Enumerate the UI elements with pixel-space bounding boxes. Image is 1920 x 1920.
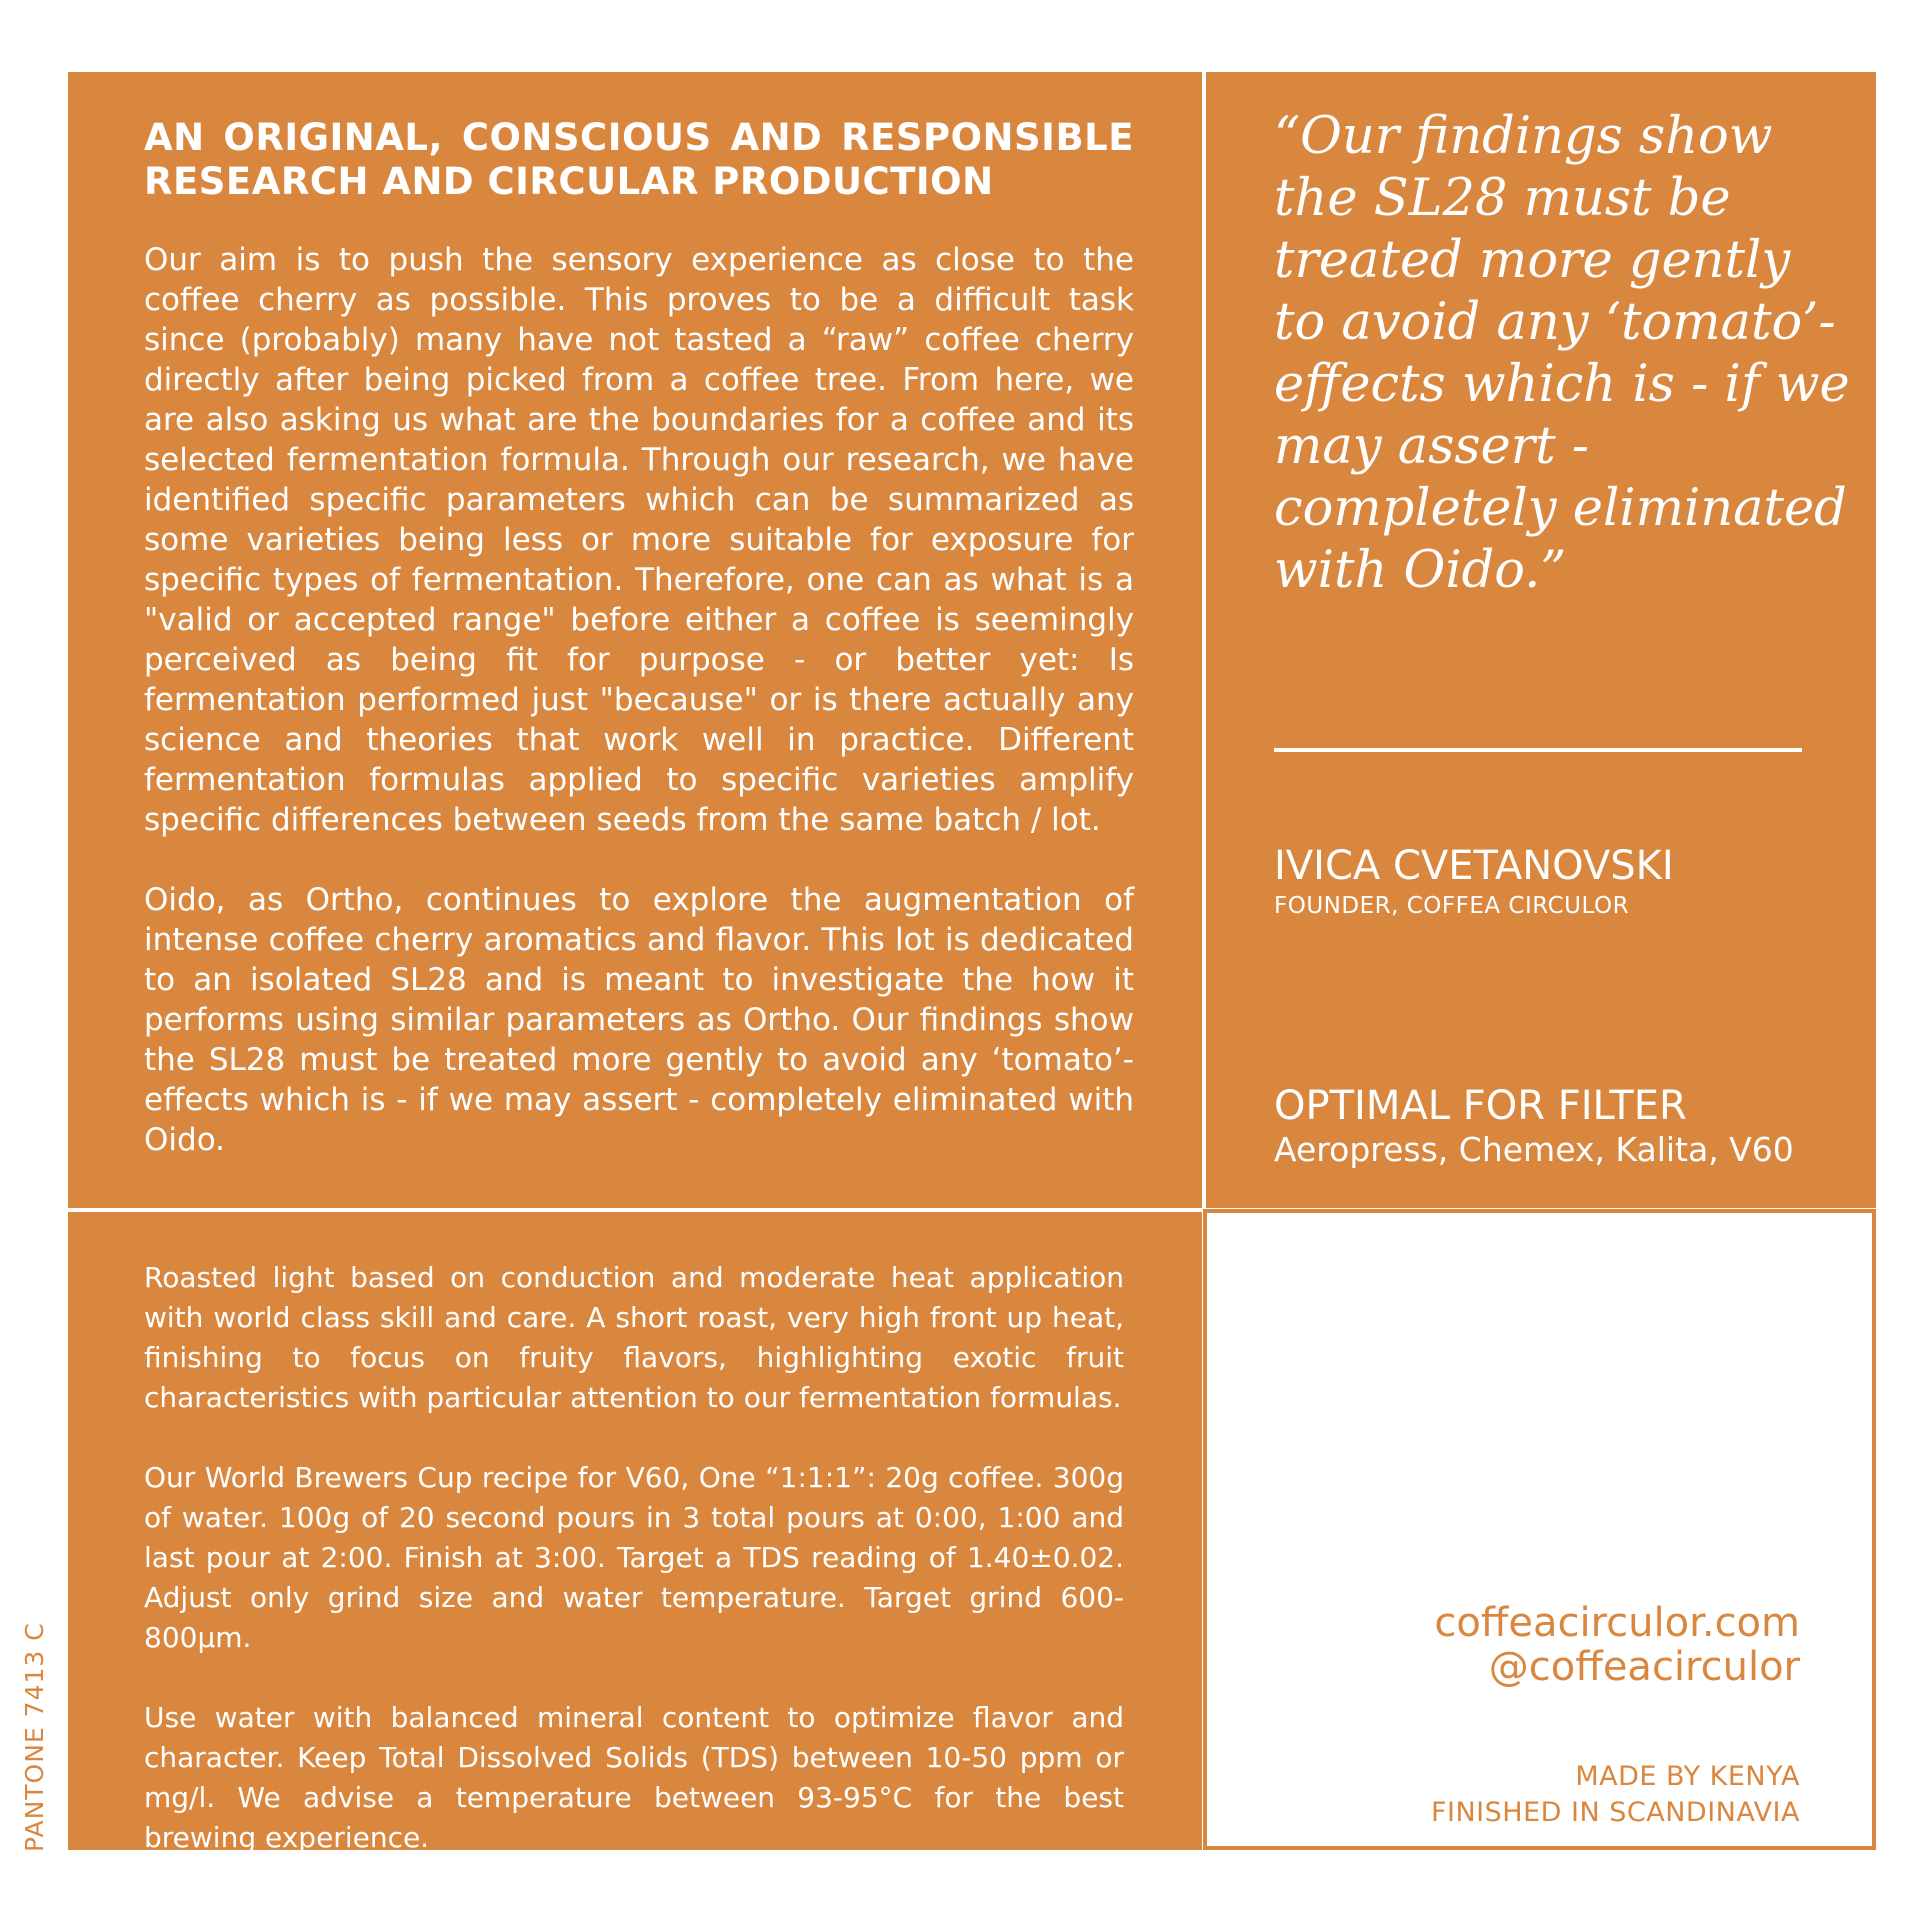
story-heading: AN ORIGINAL, CONSCIOUS AND RESPONSIBLE RESEARCH AND CIRCULAR PRODUCTION xyxy=(144,116,1134,203)
contact-panel xyxy=(1203,1209,1876,1850)
website-link[interactable]: coffeacirculor.com xyxy=(1434,1600,1800,1646)
quote-panel xyxy=(1206,72,1876,1208)
story-panel xyxy=(68,72,1202,1208)
optimal-for-title: OPTIMAL FOR FILTER xyxy=(1274,1083,1687,1129)
story-content xyxy=(144,116,1134,1200)
recipe-paragraph: Our World Brewers Cup recipe for V60, One “1:1:1”: 20g coffee. 300g of water. 100g of 20 second pours in 3 total pours at 0:00, 1:00 and last pour at 2:00. Finish at 3:00. Target a TDS reading of 1.40±0.02. Adjust only grind size and water temperature. Target grind 600-800µm. xyxy=(144,1461,1124,1654)
pantone-label: PANTONE 7413 C xyxy=(20,1622,49,1852)
story-paragraph-1: Our aim is to push the sensory experience as close to the coffee cherry as possible. This proves to be a difficult task since (probably) many have not tasted a “raw” coffee cherry directly after being picked from a coffee tree. From here, we are also asking us what are the boundaries for a coffee and its selected fermentation formula. Through our research, we have identified specific parameters which can be summarized as some varieties being less or more suitable for exposure for specific types of fermentation. Therefore, one can as what is a "valid or accepted range" before either a coffee is seemingly perceived as being fit for purpose - or better yet: Is fermentation performed just "because" or is there actually any science and theories that work well in practice. Different fermentation formulas applied to specific varieties amplify specific differences between seeds from the same batch / lot. xyxy=(144,242,1134,838)
pull-quote: “Our findings show the SL28 must be treated more gently to avoid any ‘tomato’-effects which is - if we may assert - completely eliminated with Oido.” xyxy=(1274,107,1850,600)
social-handle[interactable]: @coffeacirculor xyxy=(1488,1644,1800,1690)
finish-label: FINISHED IN SCANDINAVIA xyxy=(1430,1797,1800,1828)
founder-name: IVICA CVETANOVSKI xyxy=(1274,843,1674,889)
brew-methods: Aeropress, Chemex, Kalita, V60 xyxy=(1274,1130,1794,1169)
story-paragraph-2: Oido, as Ortho, continues to explore the augmentation of intense coffee cherry aromatics and flavor. This lot is dedicated to an isolated SL28 and is meant to investigate the how it performs using similar parameters as Ortho. Our findings show the SL28 must be treated more gently to avoid any ‘tomato’-effects which is - if we may assert - completely eliminated with Oido. xyxy=(144,882,1134,1158)
water-paragraph: Use water with balanced mineral content to optimize flavor and character. Keep Total Dissolved Solids (TDS) between 10-50 ppm or mg/l. We advise a temperature between 93-95°C for the best brewing experience. xyxy=(144,1701,1124,1854)
roast-content xyxy=(144,1258,1124,1898)
roast-panel xyxy=(68,1212,1202,1854)
founder-role: FOUNDER, COFFEA CIRCULOR xyxy=(1274,893,1630,919)
roast-paragraph: Roasted light based on conduction and moderate heat application with world class skill and care. A short roast, very high front up heat, finishing to focus on fruity flavors, highlighting exotic fruit characteristics with particular attention to our fermentation formulas. xyxy=(144,1261,1124,1414)
origin-label: MADE BY KENYA xyxy=(1575,1761,1800,1792)
quote-divider xyxy=(1274,748,1802,752)
